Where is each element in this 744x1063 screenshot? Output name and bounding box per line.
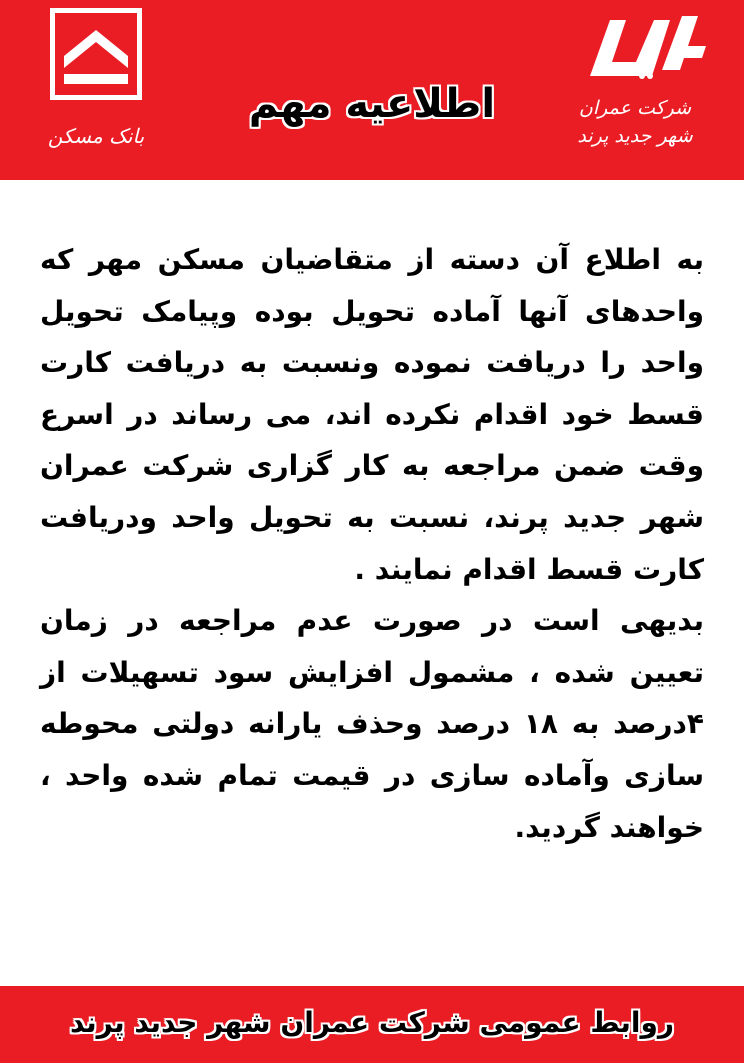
footer-text: روابط عمومی شرکت عمران شهر جدید پرند [69, 1006, 674, 1039]
page-title: اطلاعیه مهم [248, 81, 496, 127]
announcement-body [40, 234, 704, 853]
announcement-paragraph-2: بدیهی است در صورت عدم مراجعه در زمان تعیین شده ، مشمول افزایش سود تسهیلات از ۴درصد به ۱۸ درصد وحذف یارانه دولتی محوطه سازی وآماده سازی در قیمت تمام شده واحد ، خواهند گردید. [40, 604, 704, 844]
parand-company-label: شرکت عمران شهر جدید پرند [577, 97, 693, 147]
bank-maskan-label: بانک مسکن [47, 124, 145, 148]
announcement-paragraph-1: به اطلاع آن دسته از متقاضیان مسکن مهر که واحدهای آنها آماده تحویل بوده وپیامک تحویل واحد را دریافت نموده ونسبت به دریافت کارت قسط خود اقدام نکرده اند، می رساند در اسرع وقت ضمن مراجعه به کار گزاری شرکت عمران شهر جدید پرند، نسبت به تحویل واحد ودریافت کارت قسط اقدام نمایند . [40, 243, 704, 586]
